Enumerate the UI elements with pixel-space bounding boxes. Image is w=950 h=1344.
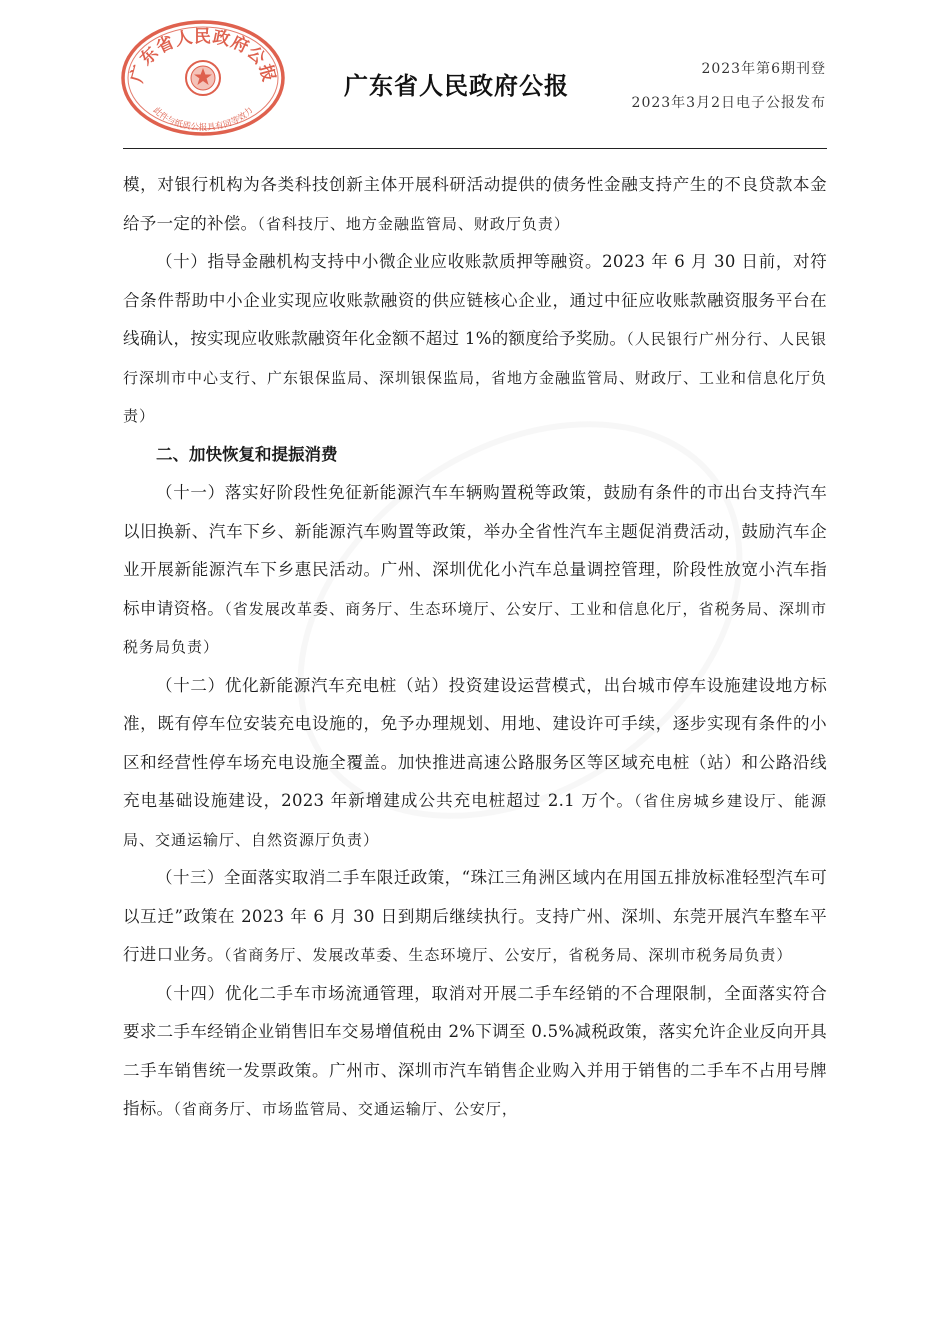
paragraph-text: （十二）优化新能源汽车充电桩（站）投资建设运营模式，出台城市停车设施建设地方标准，既有停车位安装充电设施的，免予办理规划、用地、建设许可手续，逐步实现有条件的小区和经营性停车场充电设施全覆盖。加快推进高速公路服务区等区域充电桩（站）和公路沿线充电基础设施建设，2023 年新增建成公共充电桩超过 2.1 万个。 — [123, 675, 827, 810]
document-body — [123, 166, 827, 1129]
publication-title: 广东省人民政府公报 — [344, 72, 569, 100]
official-seal — [118, 18, 288, 138]
responsible-departments: （省发展改革委、商务厅、生态环境厅、公安厅、工业和信息化厅，省税务局、深圳市税务局负责） — [123, 599, 827, 656]
paragraph — [123, 859, 827, 975]
seal-text-top: 广东省人民政府公报 — [127, 26, 279, 85]
responsible-departments: （人民银行广州分行、人民银行深圳市中心支行、广东银保监局、深圳银保监局，省地方金融监管局、财政厅、工业和信息化厅负责） — [123, 330, 828, 425]
paragraph — [123, 667, 827, 860]
responsible-departments: （省科技厅、地方金融监管局、财政厅负责） — [257, 214, 570, 233]
paragraph-text: （十一）落实好阶段性免征新能源汽车车辆购置税等政策，鼓励有条件的市出台支持汽车以旧换新、汽车下乡、新能源汽车购置等政策，举办全省性汽车主题促消费活动，鼓励汽车企业开展新能源汽车下乡惠民活动。广州、深圳优化小汽车总量调控管理，阶段性放宽小汽车指标申请资格。 — [123, 483, 827, 618]
responsible-departments: （省商务厅、发展改革委、生态环境厅、公安厅，省税务局、深圳市税务局负责） — [223, 946, 793, 964]
paragraph — [123, 243, 827, 436]
paragraph-text: （十）指导金融机构支持中小微企业应收账款质押等融资。2023 年 6 月 30 日前，对符合条件帮助中小企业实现应收账款融资的供应链核心企业，通过中征应收账款融资服务平台在线确认，按实现应收账款融资年化金额不超过 1%的额度给予奖励。 — [123, 252, 827, 348]
seal-text-bottom: 此件与纸质公报具有同等效力 — [150, 105, 256, 133]
national-emblem-icon — [186, 61, 220, 95]
paragraph-text: （十四）优化二手车市场流通管理，取消对开展二手车经销的不合理限制，全面落实符合要求二手车经销企业销售旧车交易增值税由 2%下调至 0.5%减税政策，落实允许企业反向开具二手车销售统一发票政策。广州市、深圳市汽车销售企业购入并用于销售的二手车不占用号牌指标。 — [123, 983, 827, 1118]
page-header — [0, 0, 950, 150]
responsible-departments: （省商务厅、市场监管局、交通运输厅、公安厅， — [173, 1100, 518, 1118]
publish-date: 2023年3月2日电子公报发布 — [631, 95, 826, 111]
paragraph — [123, 474, 827, 667]
responsible-departments: （省住房城乡建设厅、能源局、交通运输厅、自然资源厅负责） — [123, 792, 827, 849]
issue-number: 2023年第6期刊登 — [701, 61, 826, 77]
paragraph-text: （十三）全面落实取消二手车限迁政策，“珠江三角洲区域内在用国五排放标准轻型汽车可以互迁”政策在 2023 年 6 月 30 日到期后继续执行。支持广州、深圳、东莞开展汽车整车平行进口业务。 — [123, 868, 827, 964]
paragraph — [123, 166, 827, 243]
section-heading: 二、加快恢复和提振消费 — [156, 444, 338, 464]
header-divider — [123, 148, 827, 149]
paragraph-text: 模，对银行机构为各类科技创新主体开展科研活动提供的债务性金融支持产生的不良贷款本金给予一定的补偿。 — [123, 175, 827, 233]
paragraph — [123, 975, 827, 1129]
